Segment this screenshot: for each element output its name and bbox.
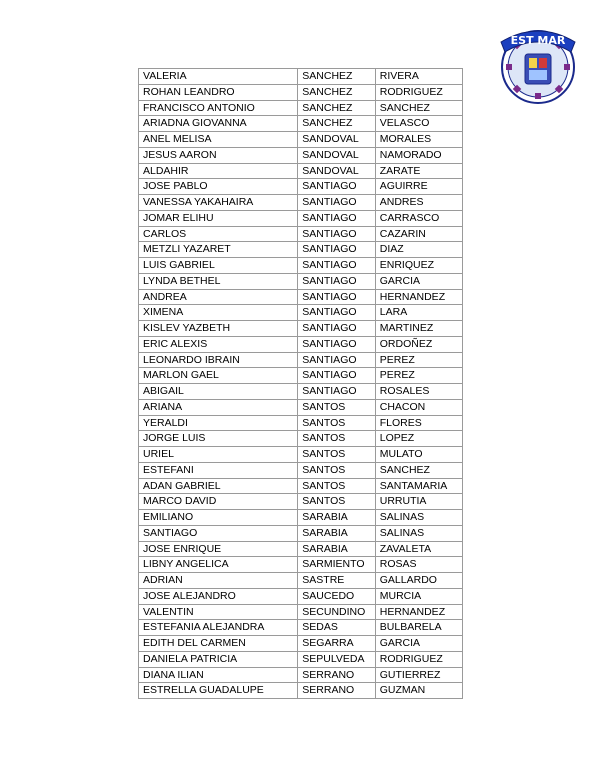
first-names-cell: ERIC ALEXIS <box>139 336 298 352</box>
paternal-surname-cell: SANTIAGO <box>298 210 376 226</box>
maternal-surname-cell: GARCIA <box>375 273 462 289</box>
paternal-surname-cell: SANTOS <box>298 494 376 510</box>
maternal-surname-cell: SANCHEZ <box>375 100 462 116</box>
first-names-cell: METZLI YAZARET <box>139 242 298 258</box>
paternal-surname-cell: SANDOVAL <box>298 147 376 163</box>
paternal-surname-cell: SANTIAGO <box>298 368 376 384</box>
paternal-surname-cell: SANDOVAL <box>298 132 376 148</box>
table-row <box>139 620 463 636</box>
paternal-surname-cell: SARABIA <box>298 525 376 541</box>
first-names-cell: JESUS AARON <box>139 147 298 163</box>
table-row <box>139 100 463 116</box>
table-row <box>139 147 463 163</box>
first-names-cell: ABIGAIL <box>139 384 298 400</box>
maternal-surname-cell: RIVERA <box>375 69 462 85</box>
first-names-cell: KISLEV YAZBETH <box>139 321 298 337</box>
maternal-surname-cell: DIAZ <box>375 242 462 258</box>
table-row <box>139 510 463 526</box>
paternal-surname-cell: SANTOS <box>298 415 376 431</box>
paternal-surname-cell: SASTRE <box>298 573 376 589</box>
maternal-surname-cell: AGUIRRE <box>375 179 462 195</box>
maternal-surname-cell: HERNANDEZ <box>375 289 462 305</box>
table-row <box>139 258 463 274</box>
paternal-surname-cell: SANCHEZ <box>298 116 376 132</box>
maternal-surname-cell: GALLARDO <box>375 573 462 589</box>
table-row <box>139 242 463 258</box>
first-names-cell: ALDAHIR <box>139 163 298 179</box>
maternal-surname-cell: HERNANDEZ <box>375 604 462 620</box>
maternal-surname-cell: ENRIQUEZ <box>375 258 462 274</box>
table-row <box>139 541 463 557</box>
first-names-cell: ARIADNA GIOVANNA <box>139 116 298 132</box>
maternal-surname-cell: NAMORADO <box>375 147 462 163</box>
first-names-cell: EMILIANO <box>139 510 298 526</box>
table-row <box>139 525 463 541</box>
maternal-surname-cell: ORDOÑEZ <box>375 336 462 352</box>
table-row <box>139 336 463 352</box>
first-names-cell: DIANA ILIAN <box>139 667 298 683</box>
table-row <box>139 84 463 100</box>
first-names-cell: ROHAN LEANDRO <box>139 84 298 100</box>
maternal-surname-cell: ROSALES <box>375 384 462 400</box>
table-row <box>139 399 463 415</box>
table-row <box>139 289 463 305</box>
first-names-cell: ADRIAN <box>139 573 298 589</box>
maternal-surname-cell: SANCHEZ <box>375 462 462 478</box>
maternal-surname-cell: RODRIGUEZ <box>375 651 462 667</box>
paternal-surname-cell: SANTIAGO <box>298 289 376 305</box>
maternal-surname-cell: CARRASCO <box>375 210 462 226</box>
maternal-surname-cell: ROSAS <box>375 557 462 573</box>
paternal-surname-cell: SANTOS <box>298 478 376 494</box>
paternal-surname-cell: SECUNDINO <box>298 604 376 620</box>
first-names-cell: ADAN GABRIEL <box>139 478 298 494</box>
table-row <box>139 195 463 211</box>
first-names-cell: VALENTIN <box>139 604 298 620</box>
first-names-cell: LEONARDO IBRAIN <box>139 352 298 368</box>
maternal-surname-cell: RODRIGUEZ <box>375 84 462 100</box>
paternal-surname-cell: SARMIENTO <box>298 557 376 573</box>
school-crest-logo <box>495 22 581 108</box>
first-names-cell: ANDREA <box>139 289 298 305</box>
maternal-surname-cell: MULATO <box>375 447 462 463</box>
table-row <box>139 305 463 321</box>
maternal-surname-cell: MURCIA <box>375 588 462 604</box>
maternal-surname-cell: GUTIERREZ <box>375 667 462 683</box>
table-row <box>139 384 463 400</box>
maternal-surname-cell: MORALES <box>375 132 462 148</box>
paternal-surname-cell: SARABIA <box>298 541 376 557</box>
maternal-surname-cell: PEREZ <box>375 368 462 384</box>
maternal-surname-cell: SANTAMARIA <box>375 478 462 494</box>
table-row <box>139 683 463 699</box>
table-row <box>139 368 463 384</box>
first-names-cell: ESTEFANI <box>139 462 298 478</box>
paternal-surname-cell: SANTOS <box>298 462 376 478</box>
first-names-cell: YERALDI <box>139 415 298 431</box>
first-names-cell: ESTRELLA GUADALUPE <box>139 683 298 699</box>
maternal-surname-cell: BULBARELA <box>375 620 462 636</box>
first-names-cell: DANIELA PATRICIA <box>139 651 298 667</box>
first-names-cell: CARLOS <box>139 226 298 242</box>
table-row <box>139 321 463 337</box>
first-names-cell: EDITH DEL CARMEN <box>139 636 298 652</box>
maternal-surname-cell: SALINAS <box>375 510 462 526</box>
paternal-surname-cell: SANTOS <box>298 447 376 463</box>
table-row <box>139 667 463 683</box>
table-row <box>139 163 463 179</box>
table-row <box>139 226 463 242</box>
first-names-cell: ESTEFANIA ALEJANDRA <box>139 620 298 636</box>
first-names-cell: URIEL <box>139 447 298 463</box>
first-names-cell: XIMENA <box>139 305 298 321</box>
first-names-cell: LYNDA BETHEL <box>139 273 298 289</box>
first-names-cell: MARCO DAVID <box>139 494 298 510</box>
table-row <box>139 352 463 368</box>
paternal-surname-cell: SANTIAGO <box>298 226 376 242</box>
table-row <box>139 604 463 620</box>
paternal-surname-cell: SANCHEZ <box>298 84 376 100</box>
table-row <box>139 179 463 195</box>
maternal-surname-cell: CAZARIN <box>375 226 462 242</box>
maternal-surname-cell: VELASCO <box>375 116 462 132</box>
student-roster-table <box>138 68 463 699</box>
maternal-surname-cell: SALINAS <box>375 525 462 541</box>
paternal-surname-cell: SEPULVEDA <box>298 651 376 667</box>
maternal-surname-cell: FLORES <box>375 415 462 431</box>
paternal-surname-cell: SANTIAGO <box>298 179 376 195</box>
first-names-cell: JOSE PABLO <box>139 179 298 195</box>
first-names-cell: FRANCISCO ANTONIO <box>139 100 298 116</box>
paternal-surname-cell: SANTIAGO <box>298 352 376 368</box>
paternal-surname-cell: SERRANO <box>298 667 376 683</box>
paternal-surname-cell: SAUCEDO <box>298 588 376 604</box>
maternal-surname-cell: CHACON <box>375 399 462 415</box>
table-row <box>139 557 463 573</box>
table-row <box>139 415 463 431</box>
first-names-cell: MARLON GAEL <box>139 368 298 384</box>
paternal-surname-cell: SEDAS <box>298 620 376 636</box>
first-names-cell: VALERIA <box>139 69 298 85</box>
maternal-surname-cell: ANDRES <box>375 195 462 211</box>
crest-icon <box>495 22 581 108</box>
first-names-cell: JOSE ENRIQUE <box>139 541 298 557</box>
paternal-surname-cell: SANTIAGO <box>298 384 376 400</box>
table-row <box>139 69 463 85</box>
logo-text: EST MAR <box>510 34 566 47</box>
table-row <box>139 478 463 494</box>
first-names-cell: JORGE LUIS <box>139 431 298 447</box>
paternal-surname-cell: SEGARRA <box>298 636 376 652</box>
maternal-surname-cell: ZAVALETA <box>375 541 462 557</box>
table-row <box>139 116 463 132</box>
first-names-cell: JOSE ALEJANDRO <box>139 588 298 604</box>
table-row <box>139 462 463 478</box>
maternal-surname-cell: MARTINEZ <box>375 321 462 337</box>
table-row <box>139 588 463 604</box>
paternal-surname-cell: SANTIAGO <box>298 258 376 274</box>
table-row <box>139 210 463 226</box>
paternal-surname-cell: SANCHEZ <box>298 100 376 116</box>
first-names-cell: ARIANA <box>139 399 298 415</box>
paternal-surname-cell: SANTIAGO <box>298 195 376 211</box>
table-row <box>139 636 463 652</box>
paternal-surname-cell: SANTIAGO <box>298 321 376 337</box>
roster-body <box>139 69 463 699</box>
maternal-surname-cell: GARCIA <box>375 636 462 652</box>
first-names-cell: LUIS GABRIEL <box>139 258 298 274</box>
table-row <box>139 651 463 667</box>
paternal-surname-cell: SANTIAGO <box>298 242 376 258</box>
first-names-cell: JOMAR ELIHU <box>139 210 298 226</box>
paternal-surname-cell: SANCHEZ <box>298 69 376 85</box>
paternal-surname-cell: SANTIAGO <box>298 336 376 352</box>
first-names-cell: SANTIAGO <box>139 525 298 541</box>
paternal-surname-cell: SANTOS <box>298 431 376 447</box>
maternal-surname-cell: ZARATE <box>375 163 462 179</box>
paternal-surname-cell: SARABIA <box>298 510 376 526</box>
maternal-surname-cell: LARA <box>375 305 462 321</box>
paternal-surname-cell: SERRANO <box>298 683 376 699</box>
paternal-surname-cell: SANTOS <box>298 399 376 415</box>
table-row <box>139 132 463 148</box>
paternal-surname-cell: SANTIAGO <box>298 273 376 289</box>
maternal-surname-cell: PEREZ <box>375 352 462 368</box>
first-names-cell: VANESSA YAKAHAIRA <box>139 195 298 211</box>
first-names-cell: LIBNY ANGELICA <box>139 557 298 573</box>
table-row <box>139 573 463 589</box>
maternal-surname-cell: GUZMAN <box>375 683 462 699</box>
first-names-cell: ANEL MELISA <box>139 132 298 148</box>
paternal-surname-cell: SANTIAGO <box>298 305 376 321</box>
maternal-surname-cell: LOPEZ <box>375 431 462 447</box>
table-row <box>139 447 463 463</box>
maternal-surname-cell: URRUTIA <box>375 494 462 510</box>
table-row <box>139 431 463 447</box>
table-row <box>139 494 463 510</box>
paternal-surname-cell: SANDOVAL <box>298 163 376 179</box>
table-row <box>139 273 463 289</box>
